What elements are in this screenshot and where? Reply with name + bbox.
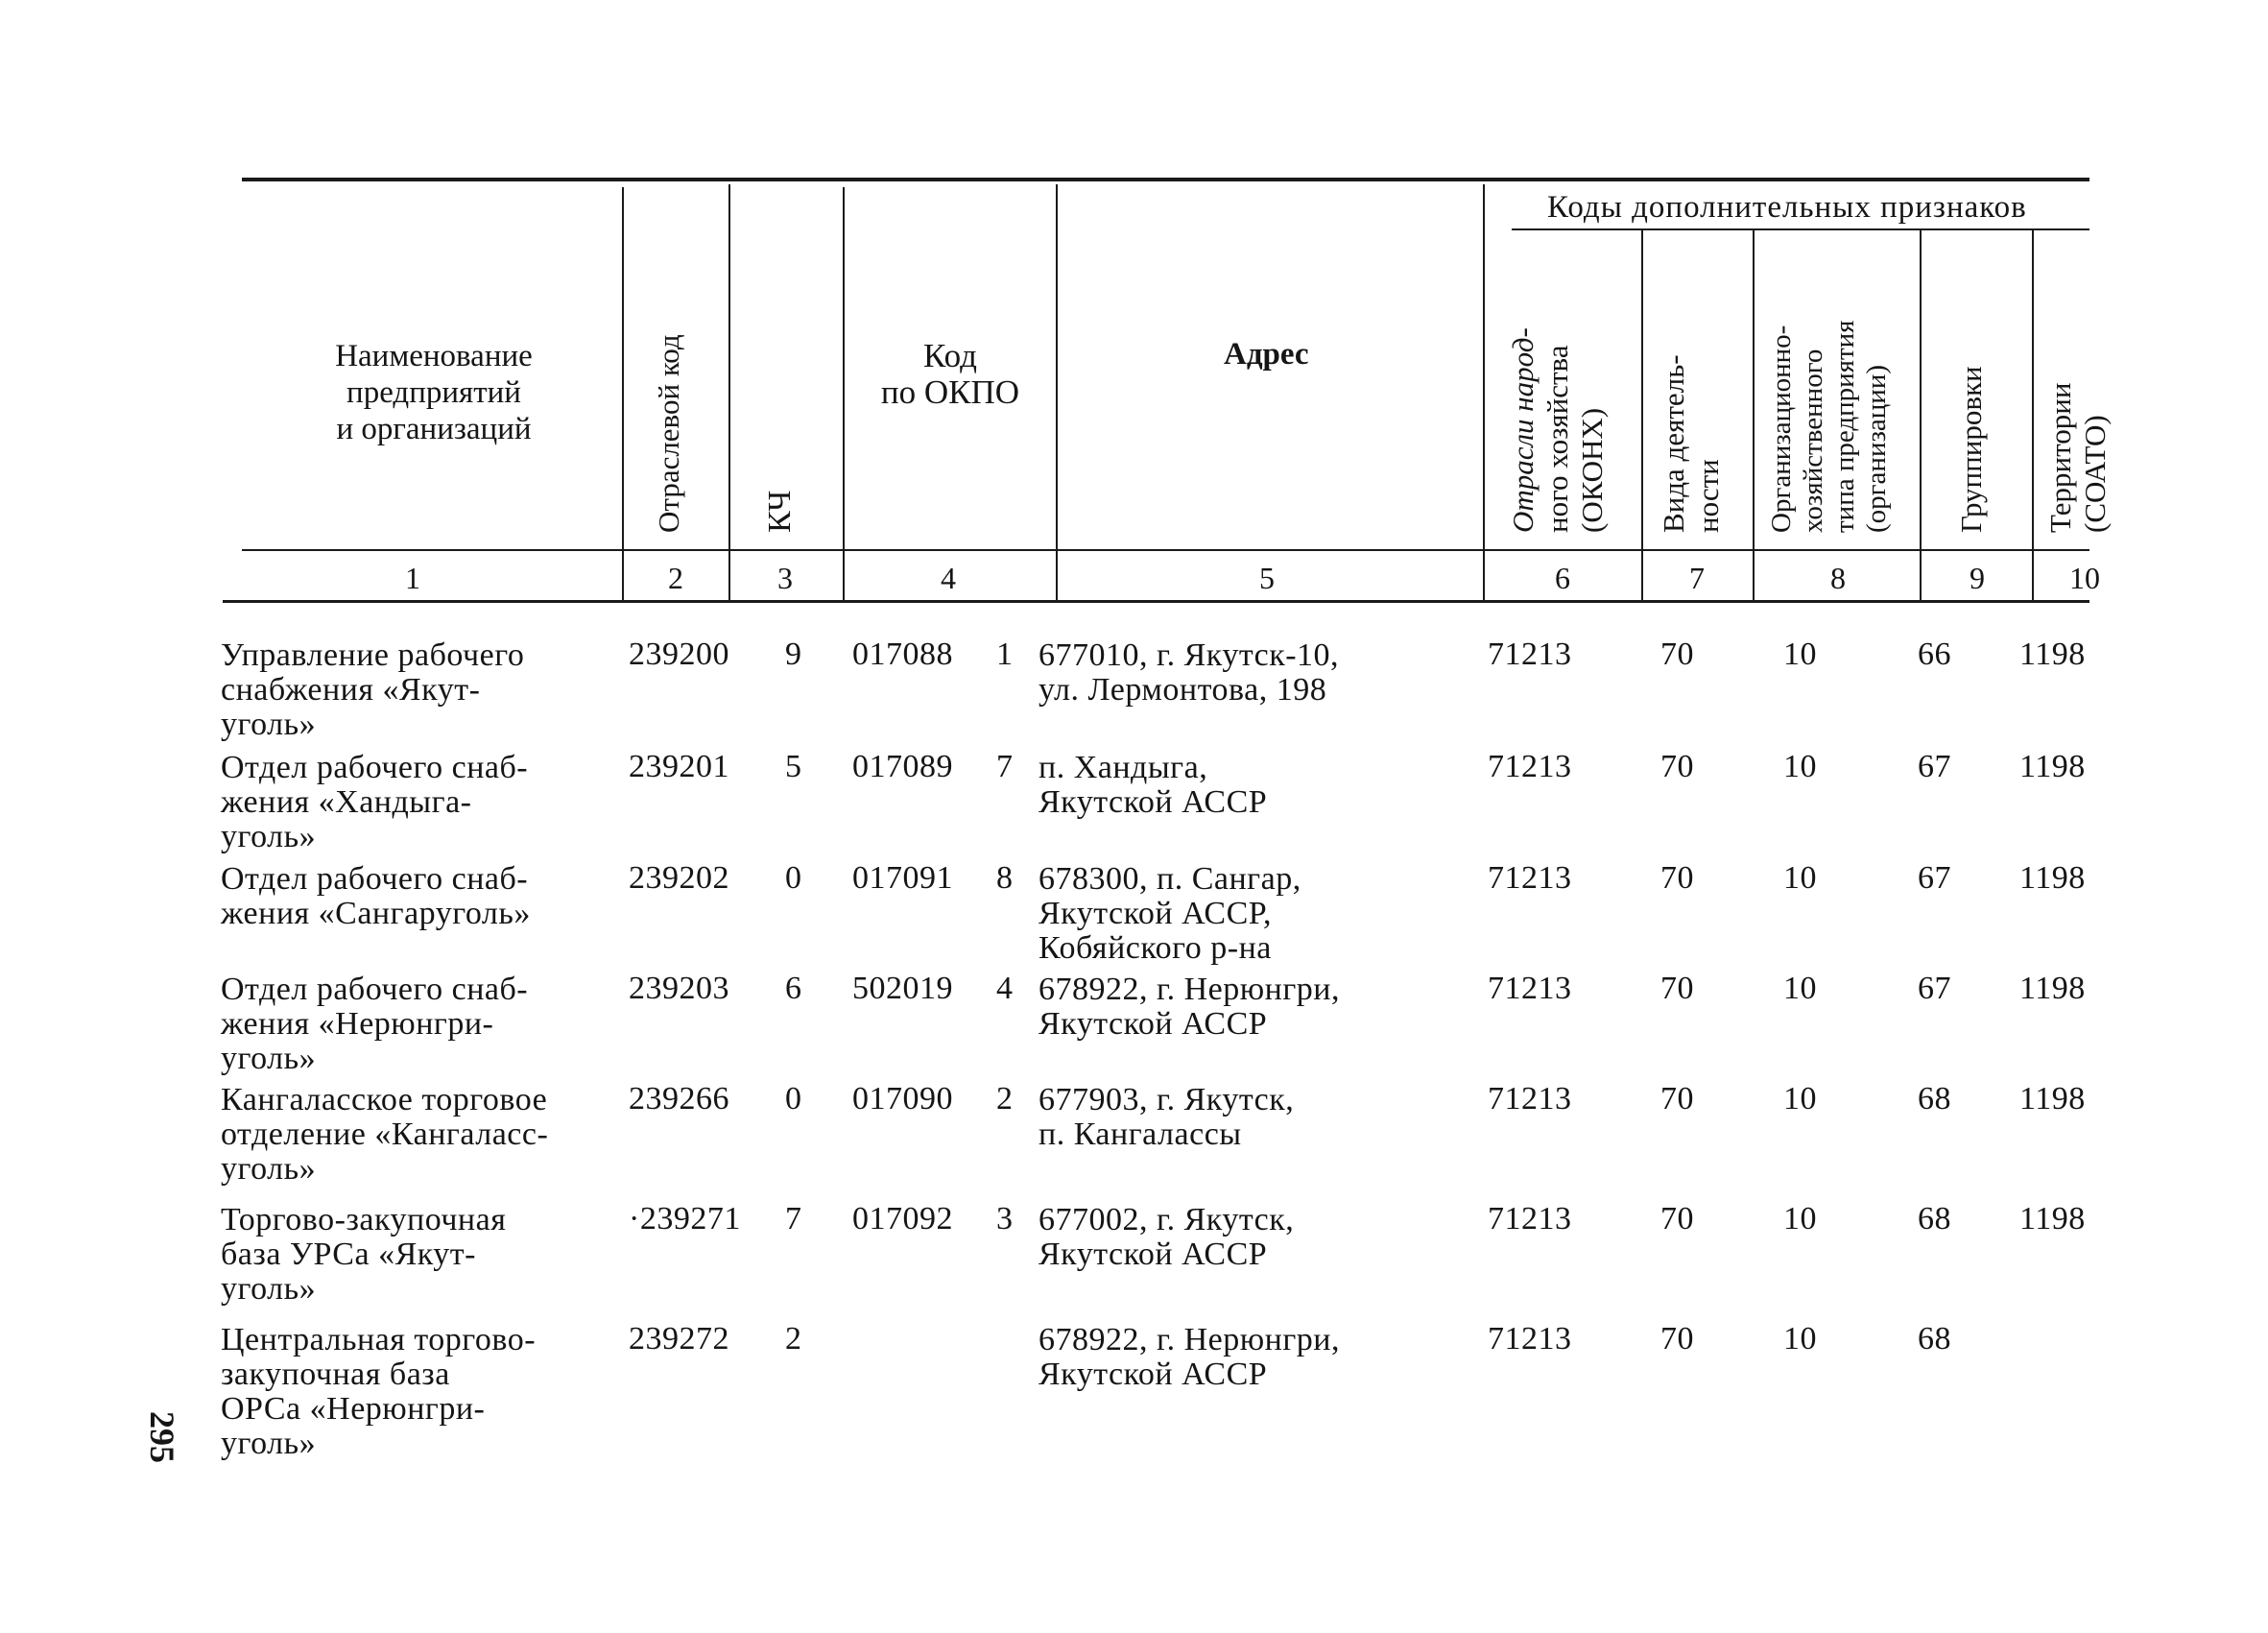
- enterprise-name-line: Центральная торгово-: [221, 1322, 537, 1357]
- header-col4-line1: Код: [923, 337, 977, 374]
- okpo-code: 017092: [852, 1201, 953, 1237]
- enterprise-name-line: снабжения «Якут-: [221, 672, 481, 708]
- header-group-title: Коды дополнительных признаков: [1547, 190, 2027, 225]
- enterprise-name-line: уголь»: [221, 1271, 317, 1307]
- address-line: 678300, п. Сангар,: [1039, 861, 1301, 897]
- header-col1-line2: предприятий: [346, 375, 521, 410]
- column-number-5: 5: [1259, 561, 1275, 595]
- address-line: Якутской АССР: [1039, 1006, 1268, 1042]
- enterprise-name-line: уголь»: [221, 819, 317, 854]
- industry-code: 239202: [629, 860, 729, 896]
- column-number-4: 4: [941, 561, 956, 595]
- enterprise-name-line: жения «Нерюнгри-: [221, 1006, 494, 1042]
- address-line: 677002, г. Якутск,: [1039, 1202, 1295, 1237]
- address-line: Якутской АССР: [1039, 1357, 1268, 1392]
- industry-code: 239266: [629, 1081, 729, 1117]
- enterprise-name-line: жения «Сангаруголь»: [221, 896, 531, 931]
- industry-code: 239200: [629, 636, 729, 672]
- address: [1039, 862, 1301, 966]
- header-col10-line2: (СОАТО): [2078, 415, 2112, 533]
- address-line: Якутской АССР,: [1039, 896, 1272, 931]
- address-line: 678922, г. Нерюнгри,: [1039, 1322, 1340, 1357]
- grouping-code: 68: [1918, 1321, 1951, 1357]
- industry-code: ·239271: [629, 1201, 741, 1237]
- header-col1: [251, 338, 616, 447]
- enterprise-name-line: отделение «Кангаласс-: [221, 1117, 549, 1152]
- grouping-code: 68: [1918, 1201, 1951, 1237]
- enterprise-name-line: уголь»: [221, 707, 317, 742]
- grouping-code: 68: [1918, 1081, 1951, 1117]
- col-divider-6: [1641, 230, 1643, 600]
- check-number: 7: [785, 1201, 802, 1237]
- org-type-code: 10: [1783, 1201, 1817, 1237]
- header-col1-line1: Наименование: [335, 339, 533, 373]
- header-col4: [849, 338, 1051, 411]
- col-divider-7: [1753, 230, 1755, 600]
- okpo-code: 502019: [852, 971, 953, 1006]
- column-number-9: 9: [1970, 561, 1985, 595]
- enterprise-name-line: уголь»: [221, 1426, 317, 1461]
- address: [1039, 638, 1339, 708]
- enterprise-name: [221, 1083, 548, 1187]
- header-col6-line2: ного хозяйства: [1540, 345, 1574, 533]
- col-divider-3: [843, 187, 845, 600]
- address-line: 678922, г. Нерюнгри,: [1039, 972, 1340, 1007]
- okonh-code: 71213: [1488, 1201, 1572, 1237]
- table-top-rule: [242, 178, 2089, 181]
- address-line: Якутской АССР: [1039, 1237, 1268, 1272]
- okonh-code: 71213: [1488, 1081, 1572, 1117]
- soato-code: 1198: [2019, 860, 2086, 896]
- okpo-control-digit: 2: [996, 1081, 1014, 1117]
- enterprise-name-line: Торгово-закупочная: [221, 1202, 507, 1237]
- org-type-code: 10: [1783, 860, 1817, 896]
- col-divider-4: [1056, 184, 1058, 600]
- check-number: 9: [785, 636, 802, 672]
- address-line: п. Хандыга,: [1039, 750, 1208, 785]
- org-type-code: 10: [1783, 1081, 1817, 1117]
- header-bottom-rule: [242, 549, 2089, 551]
- activity-code: 70: [1660, 1201, 1694, 1237]
- header-col6-line1: Отрасли народ-: [1506, 327, 1540, 533]
- enterprise-name: [221, 1203, 506, 1307]
- industry-code: 239203: [629, 971, 729, 1006]
- soato-code: 1198: [2019, 971, 2086, 1006]
- enterprise-name-line: уголь»: [221, 1041, 317, 1076]
- okonh-code: 71213: [1488, 636, 1572, 672]
- header-col4-line2: по ОКПО: [880, 373, 1020, 411]
- column-number-8: 8: [1830, 561, 1846, 595]
- col-divider-9: [2032, 230, 2034, 600]
- enterprise-name-line: ОРСа «Нерюнгри-: [221, 1391, 486, 1427]
- industry-code: 239201: [629, 749, 729, 784]
- enterprise-name-line: закупочная база: [221, 1357, 450, 1392]
- grouping-code: 66: [1918, 636, 1951, 672]
- address: [1039, 1323, 1340, 1392]
- enterprise-name-line: уголь»: [221, 1151, 317, 1187]
- column-number-10: 10: [2069, 561, 2100, 595]
- header-col5: Адрес: [1224, 337, 1309, 372]
- address-line: 677010, г. Якутск-10,: [1039, 637, 1340, 673]
- okonh-code: 71213: [1488, 749, 1572, 784]
- okpo-control-digit: 1: [996, 636, 1014, 672]
- activity-code: 70: [1660, 1081, 1694, 1117]
- column-number-7: 7: [1689, 561, 1705, 595]
- org-type-code: 10: [1783, 636, 1817, 672]
- header-col8-line1: Организационно-: [1766, 324, 1797, 533]
- enterprise-name-line: Отдел рабочего снаб-: [221, 972, 529, 1007]
- address-line: ул. Лермонтова, 198: [1039, 672, 1327, 708]
- okpo-control-digit: 7: [996, 749, 1014, 784]
- okpo-code: 017091: [852, 860, 953, 896]
- address-line: п. Кангалассы: [1039, 1117, 1242, 1152]
- address-line: 677903, г. Якутск,: [1039, 1082, 1295, 1117]
- header-col3: КЧ: [762, 490, 798, 533]
- org-type-code: 10: [1783, 1321, 1817, 1357]
- soato-code: 1198: [2019, 749, 2086, 784]
- okpo-code: 017090: [852, 1081, 953, 1117]
- address-line: Якутской АССР: [1039, 784, 1268, 820]
- header-col9: Группировки: [1954, 366, 1988, 533]
- enterprise-name: [221, 751, 528, 854]
- check-number: 0: [785, 1081, 802, 1117]
- okpo-control-digit: 8: [996, 860, 1014, 896]
- address: [1039, 973, 1340, 1042]
- check-number: 6: [785, 971, 802, 1006]
- page-number: 295: [143, 1411, 181, 1463]
- activity-code: 70: [1660, 749, 1694, 784]
- enterprise-name-line: Кангаласское торговое: [221, 1082, 548, 1117]
- col-divider-2: [728, 184, 730, 600]
- grouping-code: 67: [1918, 860, 1951, 896]
- grouping-code: 67: [1918, 749, 1951, 784]
- address-line: Кобяйского р-на: [1039, 930, 1272, 966]
- header-col8-line2: хозяйственного: [1798, 348, 1828, 533]
- header-col7-line2: ности: [1691, 459, 1725, 533]
- org-type-code: 10: [1783, 971, 1817, 1006]
- activity-code: 70: [1660, 636, 1694, 672]
- column-number-1: 1: [405, 561, 420, 595]
- enterprise-name-line: Управление рабочего: [221, 637, 525, 673]
- activity-code: 70: [1660, 860, 1694, 896]
- enterprise-name: [221, 638, 524, 742]
- header-col8-line3: типа предприятия: [1829, 320, 1860, 533]
- enterprise-name-line: Отдел рабочего снаб-: [221, 861, 529, 897]
- okpo-code: 017088: [852, 636, 953, 672]
- soato-code: 1198: [2019, 1201, 2086, 1237]
- column-number-2: 2: [668, 561, 683, 595]
- header-col2: Отраслевой код: [652, 334, 685, 533]
- address: [1039, 1203, 1294, 1272]
- okpo-control-digit: 4: [996, 971, 1014, 1006]
- col-divider-5: [1483, 184, 1485, 600]
- okonh-code: 71213: [1488, 860, 1572, 896]
- activity-code: 70: [1660, 971, 1694, 1006]
- enterprise-name: [221, 973, 528, 1076]
- enterprise-name-line: Отдел рабочего снаб-: [221, 750, 529, 785]
- org-type-code: 10: [1783, 749, 1817, 784]
- grouping-code: 67: [1918, 971, 1951, 1006]
- col-divider-1: [622, 187, 624, 600]
- col-divider-8: [1920, 230, 1922, 600]
- header-col1-line3: и организаций: [336, 412, 532, 446]
- activity-code: 70: [1660, 1321, 1694, 1357]
- check-number: 2: [785, 1321, 802, 1357]
- header-col6-line3: (ОКОНХ): [1575, 407, 1609, 533]
- address: [1039, 1083, 1294, 1152]
- enterprise-name: [221, 862, 531, 931]
- okpo-code: 017089: [852, 749, 953, 784]
- soato-code: 1198: [2019, 1081, 2086, 1117]
- enterprise-name: [221, 1323, 536, 1461]
- address: [1039, 751, 1267, 820]
- header-col7-line1: Вида деятель-: [1657, 354, 1690, 533]
- check-number: 5: [785, 749, 802, 784]
- header-col10-line1: Территории: [2043, 382, 2077, 533]
- industry-code: 239272: [629, 1321, 729, 1357]
- group-title-rule: [1512, 228, 2089, 230]
- check-number: 0: [785, 860, 802, 896]
- okonh-code: 71213: [1488, 971, 1572, 1006]
- header-col8-line4: (организации): [1861, 364, 1892, 533]
- enterprise-name-line: база УРСа «Якут-: [221, 1237, 476, 1272]
- okpo-control-digit: 3: [996, 1201, 1014, 1237]
- column-number-6: 6: [1555, 561, 1570, 595]
- column-number-rule: [223, 600, 2089, 603]
- column-number-3: 3: [777, 561, 793, 595]
- okonh-code: 71213: [1488, 1321, 1572, 1357]
- enterprise-name-line: жения «Хандыга-: [221, 784, 472, 820]
- soato-code: 1198: [2019, 636, 2086, 672]
